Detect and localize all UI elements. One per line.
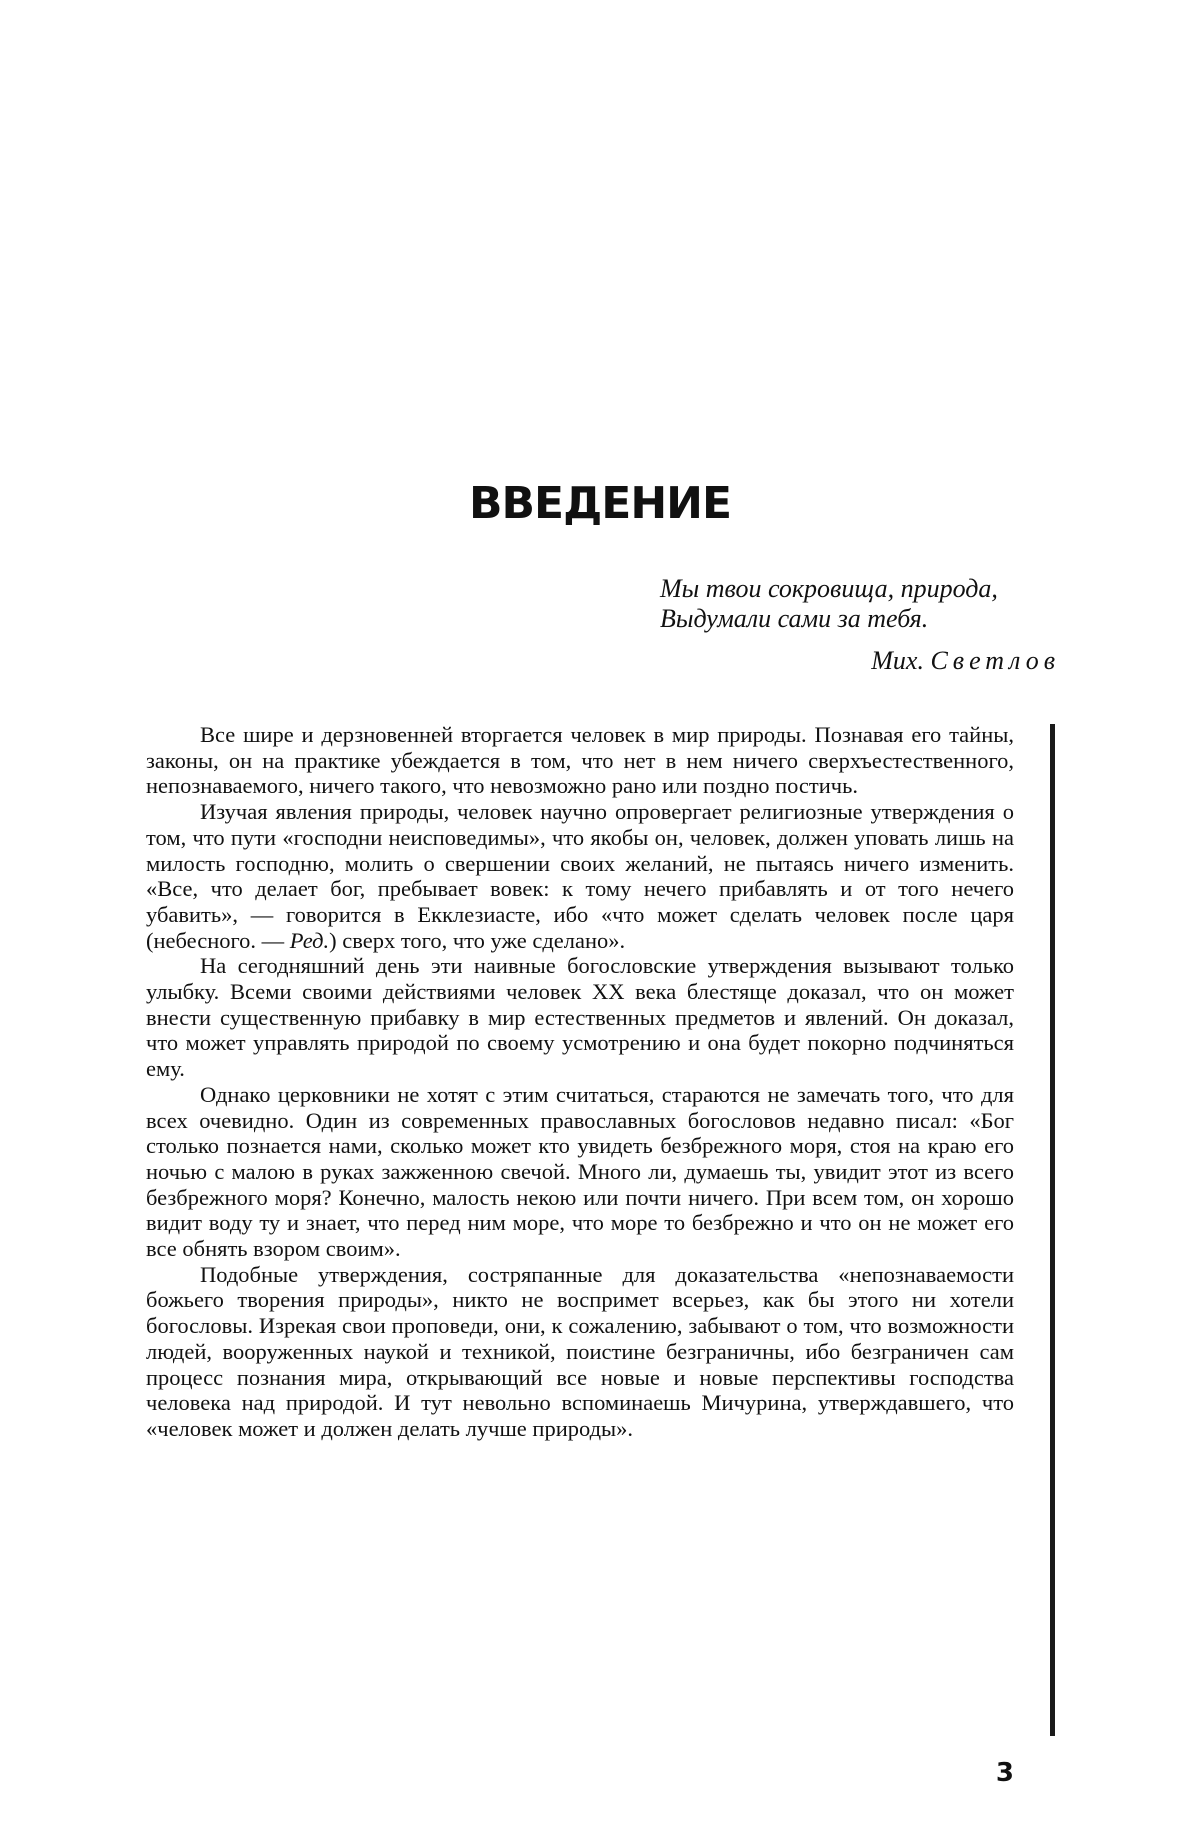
paragraph-5: Подобные утверждения, состряпанные для доказательства «непознаваемости божьего творения природы», никто не воспримет всерьез, как бы этого ни хотели богословы. Изрекая свои проповеди, они, к сожалению, забывают о том, что возможности людей, вооруженных наукой и техникой, поистине безграничны, ибо безграничен сам процесс познания мира, открывающий все новые и новые перспективы господства человека над природой. И тут невольно вспоминаешь Мичурина, утверждавшего, что «человек может и должен делать лучше природы». <box>146 1261 1014 1441</box>
chapter-title: ВВЕДЕНИЕ <box>468 478 732 529</box>
page-number: 3 <box>995 1758 1014 1788</box>
paragraph-1: Все шире и дерзновенней вторгается человек в мир природы. Познавая его тайны, законы, он на практике убеждается в том, что нет в нем ничего сверхъестественного, непознаваемого, ничего такого, что невозможно рано или поздно постичь. <box>146 722 1014 799</box>
margin-bar <box>1050 724 1055 1736</box>
paragraph-2-editor-note: Ред. <box>289 927 330 953</box>
paragraph-2 <box>146 799 1014 953</box>
epigraph-author <box>660 646 1060 676</box>
epigraph-line-2: Выдумали сами за тебя. <box>660 604 929 633</box>
paragraph-4: Однако церковники не хотят с этим считаться, стараются не замечать того, что для всех очевидно. Один из современных православных богословов недавно писал: «Бог столько познается нами, сколько может кто увидеть безбрежного моря, стоя на краю его ночью с малою в руках зажженною свечой. Много ли, думаешь ты, увидит этот из всего безбрежного моря? Конечно, малость некою или почти ничего. При всем том, он хорошо видит воду ту и знает, что перед ним море, что море то безбрежно и что он не может его все обнять взором своим». <box>146 1081 1014 1262</box>
epigraph-author-initial: Мих. <box>871 646 924 675</box>
epigraph <box>660 574 1060 676</box>
epigraph-author-surname: Светлов <box>930 646 1060 675</box>
paragraph-2-part-a: Изучая явления природы, человек научно опровергает религиозные утверждения о том, что пути «господни неисповедимы», что якобы он, человек, должен уповать лишь на милость господню, молить о свершении своих желаний, не пытаясь ничего изменить. «Все, что делает бог, пребывает вовек: к тому нечего прибавлять и от того нечего убавить», — говорится в Екклезиасте, ибо «что может сделать человек после царя (небесного. — <box>146 799 1014 953</box>
body-text <box>146 722 1014 1442</box>
paragraph-2-part-b: ) сверх того, что уже сделано». <box>329 927 626 953</box>
paragraph-3: На сегодняшний день эти наивные богословские утверждения вызывают только улыбку. Всеми своими действиями человек XX века блестяще доказал, что он может внести существенную прибавку в мир естественных предметов и явлений. Он доказал, что может управлять природой по своему усмотрению и она будет покорно подчиняться ему. <box>146 953 1014 1082</box>
epigraph-line-1: Мы твои сокровища, природа, <box>660 574 998 603</box>
